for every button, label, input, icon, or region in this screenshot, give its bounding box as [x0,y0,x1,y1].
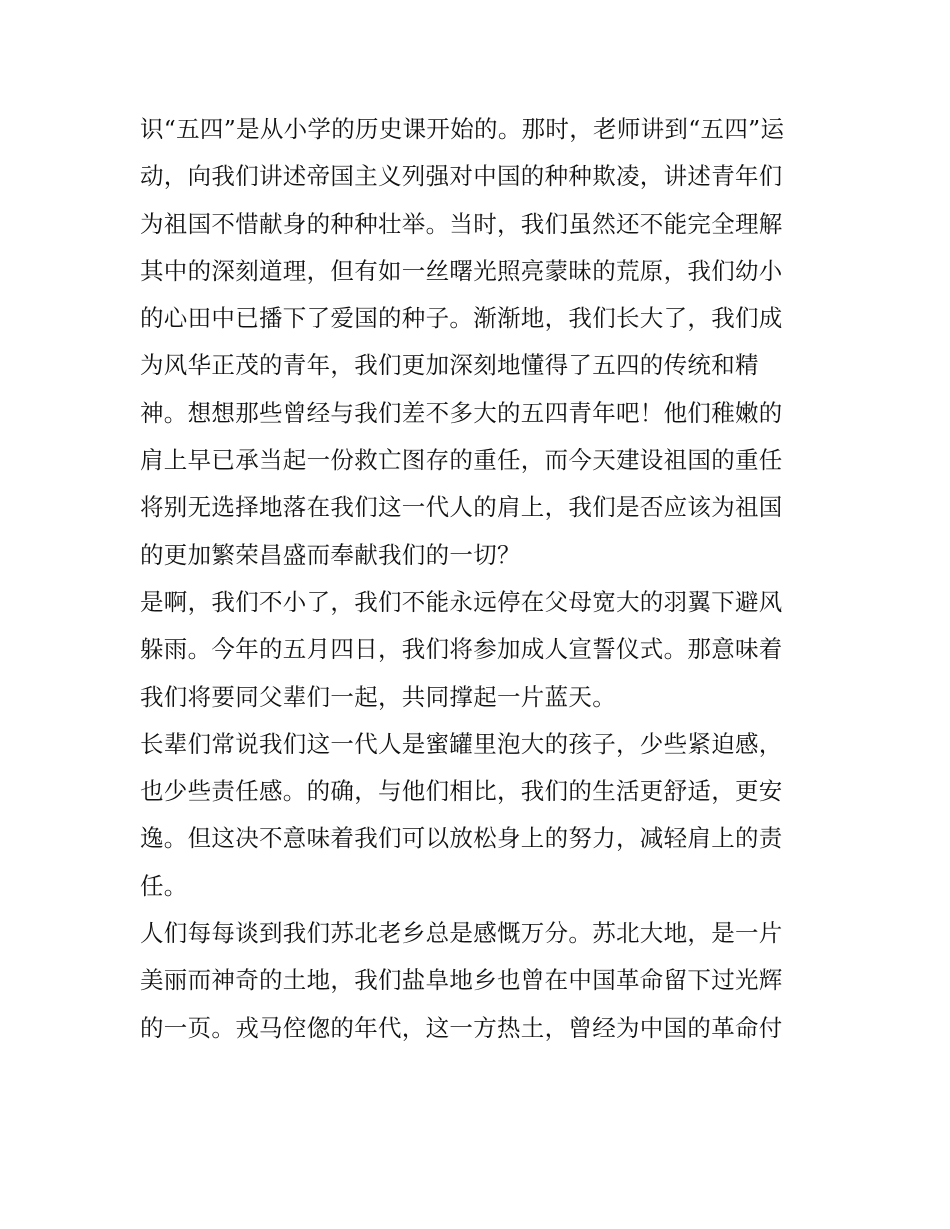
text-line: 将别无选择地落在我们这一代人的肩上，我们是否应该为祖国 [140,493,783,522]
text-line: 肩上早已承当起一份救亡图存的重任，而今天建设祖国的重任 [140,446,783,475]
text-line: 的更加繁荣昌盛而奉献我们的一切？ [140,540,521,569]
text-line: 的心田中已播下了爱国的种子。渐渐地，我们长大了，我们成 [140,304,783,333]
text-line: 任。 [140,871,188,900]
text-line: 神。想想那些曾经与我们差不多大的五四青年吧！他们稚嫩的 [140,398,783,427]
text-line: 也少些责任感。的确，与他们相比，我们的生活更舒适，更安 [140,777,783,806]
text-line: 为祖国不惜献身的种种壮举。当时，我们虽然还不能完全理解 [140,209,783,238]
text-line: 躲雨。今年的五月四日，我们将参加成人宣誓仪式。那意味着 [140,635,783,664]
text-line: 是啊，我们不小了，我们不能永远停在父母宽大的羽翼下避风 [140,587,783,616]
text-line: 人们每每谈到我们苏北老乡总是感慨万分。苏北大地，是一片 [140,919,783,948]
text-line: 长辈们常说我们这一代人是蜜罐里泡大的孩子，少些紧迫感， [140,729,783,758]
text-line: 我们将要同父辈们一起，共同撑起一片蓝天。 [140,682,616,711]
text-line: 动，向我们讲述帝国主义列强对中国的种种欺凌，讲述青年们 [140,162,783,191]
body-text [140,106,820,1052]
text-line: 其中的深刻道理，但有如一丝曙光照亮蒙昧的荒原，我们幼小 [140,256,783,285]
text-line: 为风华正茂的青年，我们更加深刻地懂得了五四的传统和精 [140,351,759,380]
text-line: 的一页。戎马倥偬的年代，这一方热土，曾经为中国的革命付 [140,1013,783,1042]
text-line: 识“五四”是从小学的历史课开始的。那时，老师讲到“五四”运 [140,115,785,143]
text-line: 美丽而神奇的土地，我们盐阜地乡也曾在中国革命留下过光辉 [140,966,783,995]
text-line: 逸。但这决不意味着我们可以放松身上的努力，减轻肩上的责 [140,824,783,853]
